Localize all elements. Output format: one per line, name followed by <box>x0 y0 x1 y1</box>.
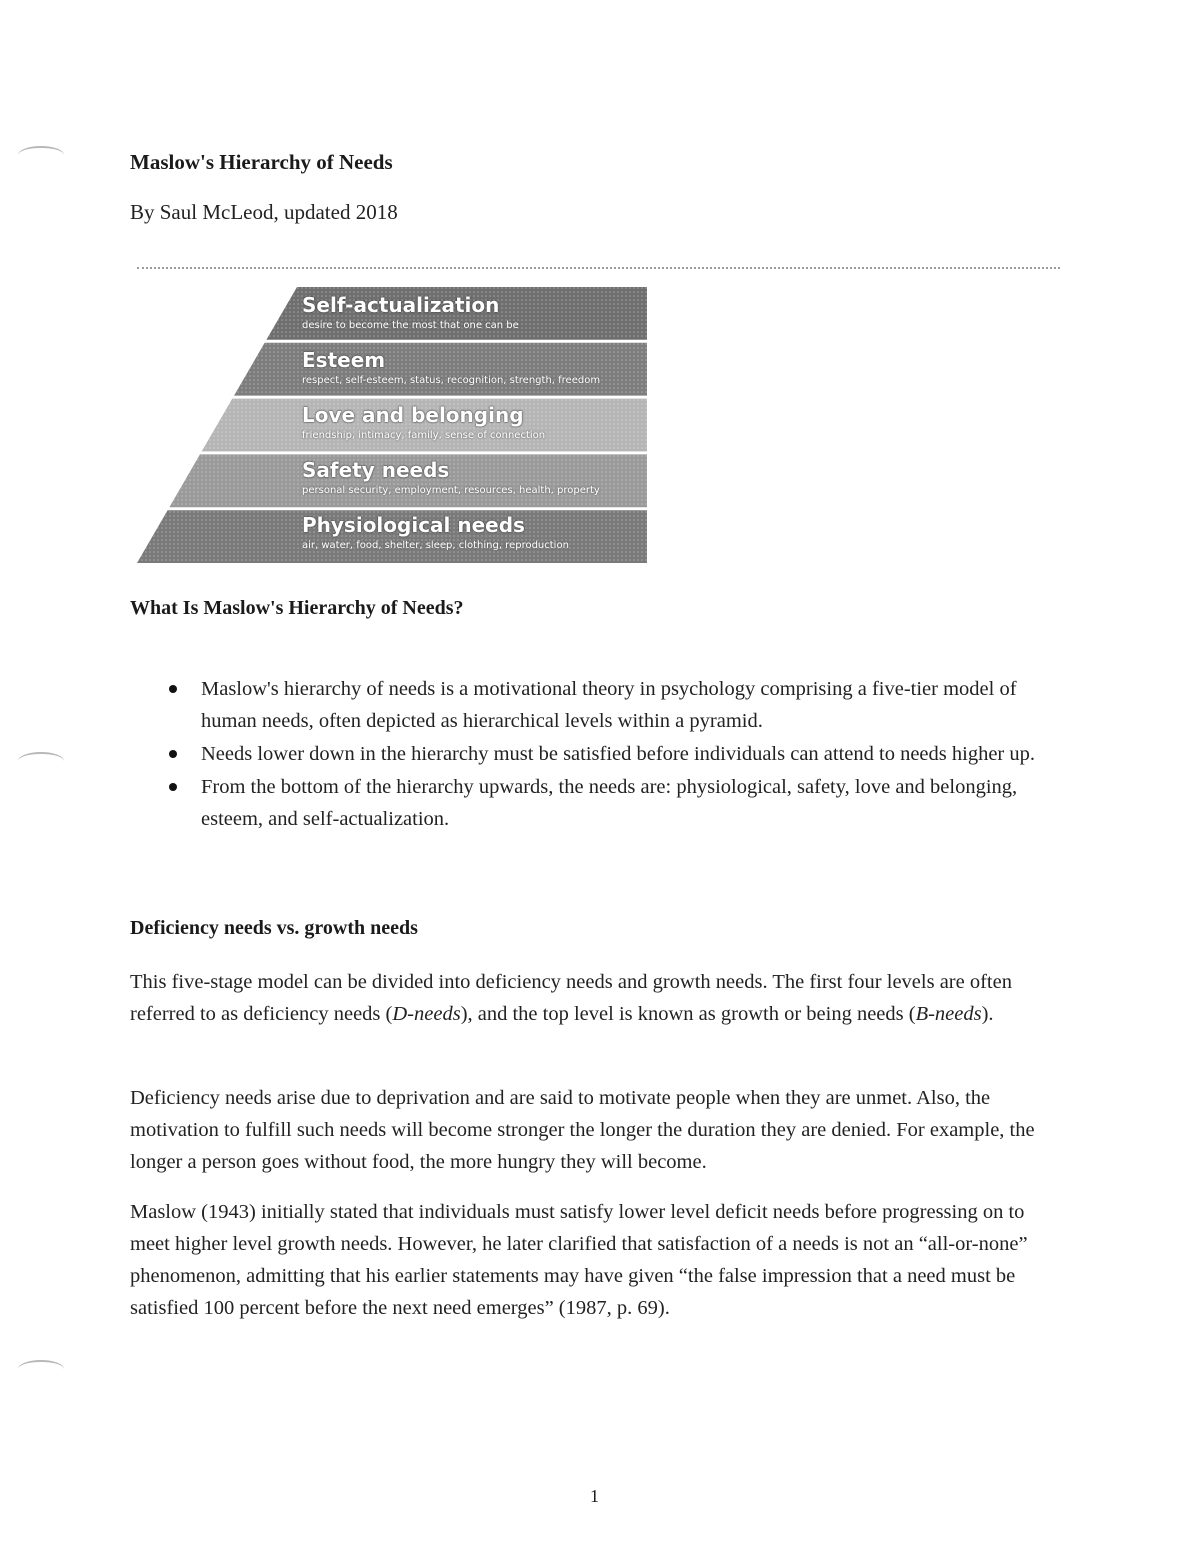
tier-title: Safety needs <box>302 458 450 482</box>
term-b-needs: B-needs <box>915 1003 982 1025</box>
paragraph-deficiency-needs: Deficiency needs arise due to deprivation and are said to motivate people when they are unmet. Also, the motivation to fulfill such needs will become stronger the longer the duration they are denied. For example, the longer a person goes without food, the more hungry they will become. <box>130 1087 1035 1173</box>
text-run: ), and the top level is known as growth or being needs ( <box>460 1003 916 1025</box>
page-number: 1 <box>590 1486 599 1506</box>
document-title: Maslow's Hierarchy of Needs <box>130 150 393 174</box>
pyramid-tier-physiological <box>137 507 647 562</box>
summary-bullet-list <box>165 673 1065 836</box>
bullet-icon <box>169 750 177 758</box>
pyramid-tier-self-actualization <box>137 287 647 342</box>
tier-title: Esteem <box>302 348 386 372</box>
section-heading-what-is: What Is Maslow's Hierarchy of Needs? <box>130 597 464 619</box>
pyramid-tier-love-belonging <box>137 397 647 452</box>
hierarchy-pyramid-figure <box>137 287 647 563</box>
punch-hole-mark <box>18 1360 64 1378</box>
list-item <box>165 673 1065 737</box>
list-item-text: From the bottom of the hierarchy upwards, the needs are: physiological, safety, love and belonging, esteem, and self-actualization. <box>201 776 1018 830</box>
list-item <box>165 771 1065 835</box>
list-item-text: Needs lower down in the hierarchy must be satisfied before individuals can attend to needs higher up. <box>201 743 1035 765</box>
tier-description: desire to become the most that one can be <box>302 320 519 331</box>
pyramid-tier-safety <box>137 452 647 507</box>
tier-title: Self-actualization <box>302 293 500 317</box>
bullet-icon <box>169 783 177 791</box>
paragraph-five-stage-model <box>130 966 1065 1030</box>
section-heading-deficiency-growth: Deficiency needs vs. growth needs <box>130 917 418 939</box>
bullet-icon <box>169 685 177 693</box>
tier-description: friendship, intimacy, family, sense of connection <box>302 430 546 441</box>
document-byline: By Saul McLeod, updated 2018 <box>130 200 398 224</box>
pyramid-tier-esteem <box>137 342 647 397</box>
list-item-text: Maslow's hierarchy of needs is a motivational theory in psychology comprising a five-tier model of human needs, often depicted as hierarchical levels within a pyramid. <box>201 678 1017 732</box>
tier-title: Physiological needs <box>302 513 525 537</box>
list-item <box>165 738 1065 770</box>
text-run: This five-stage model can be divided into deficiency needs and growth needs. The first four levels are often referred to as deficiency needs ( <box>130 971 1012 1025</box>
paragraph-maslow-1943: Maslow (1943) initially stated that individuals must satisfy lower level deficit needs before progressing on to meet higher level growth needs. However, he later clarified that satisfaction of a needs is not an “all-or-none” phenomenon, admitting that his earlier statements may have given “the false impression that a need must be satisfied 100 percent before the next need emerges” (1987, p. 69). <box>130 1201 1028 1319</box>
tier-title: Love and belonging <box>302 403 524 427</box>
term-d-needs: D-needs <box>392 1003 461 1025</box>
tier-description: air, water, food, shelter, sleep, clothing, reproduction <box>302 540 569 551</box>
punch-hole-mark <box>18 146 64 164</box>
tier-description: personal security, employment, resources, health, property <box>302 485 600 496</box>
horizontal-divider <box>137 267 1060 269</box>
punch-hole-mark <box>18 752 64 770</box>
text-run: ). <box>981 1003 994 1025</box>
tier-description: respect, self-esteem, status, recognition, strength, freedom <box>302 375 601 386</box>
